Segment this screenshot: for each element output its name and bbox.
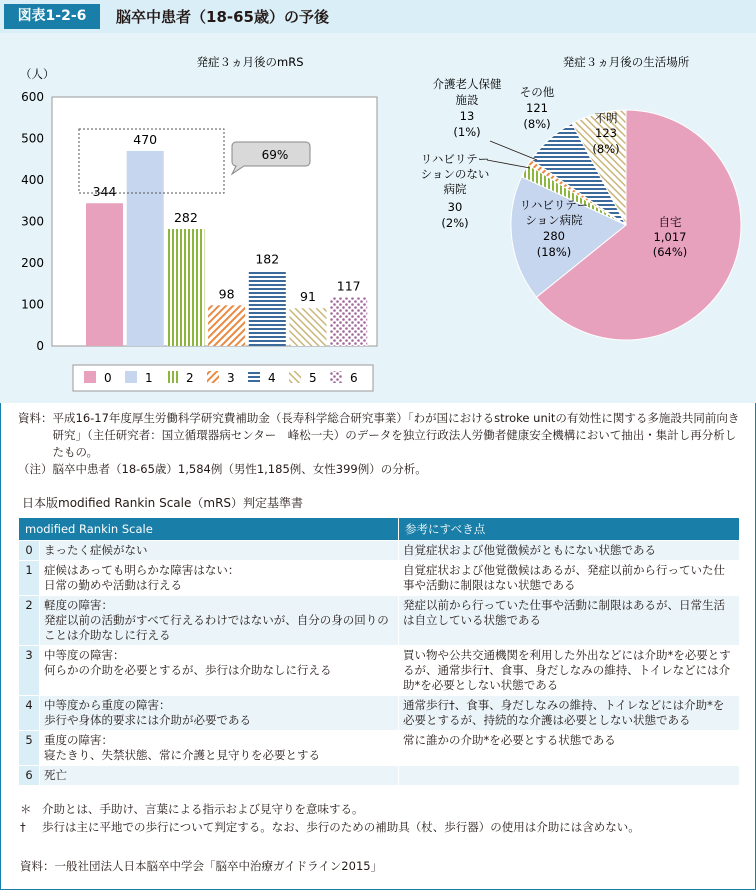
- legend-label: 2: [186, 371, 194, 385]
- pie-label-rehab: リハビリテー: [519, 198, 589, 212]
- y-tick-label: 200: [21, 256, 44, 270]
- mrs-grade: 6: [19, 766, 40, 786]
- legend-swatch-6: [330, 371, 342, 383]
- footnotes: [20, 800, 740, 836]
- figure-number: 図表1-2-6: [4, 4, 100, 29]
- footnote-walk: † 歩行は主に平地での歩行について判定する。なお、歩行のための補助具（杖、歩行器）の使用は介助には含めない。: [20, 820, 640, 834]
- legend-swatch-0: [84, 371, 96, 383]
- bar-mrs-1: [127, 151, 164, 346]
- note-remark: （注） 脳卒中患者（18-65歳）1,584例（男性1,185例、女性399例）の分析。: [18, 462, 427, 476]
- footnote-assist: ＊ 介助とは、手助け、言葉による指示および見守りを意味する。: [20, 802, 364, 816]
- mrs-scale-desc: 中等度の障害： 何らかの介助を必要とするが、歩行は介助なしに行える: [40, 646, 399, 696]
- mrs-reference: [399, 766, 740, 786]
- pie-value-norehab: 30: [447, 200, 463, 214]
- pie-label-unknown: 不明: [594, 111, 618, 125]
- pie-pct-norehab: (2%): [441, 216, 469, 230]
- legend-label: 0: [104, 371, 112, 385]
- mrs-reference: 発症以前から行っていた仕事や活動に制限はあるが、日常生活は自立している状態である: [399, 596, 740, 646]
- note-source: 資料： 平成16-17年度厚生労働科学研究費補助金（長寿科学総合研究事業）「わが国におけるstroke unitの有効性に関する多施設共同前向き研究」（主任研究者：国立循環器病センター 峰松一夫）のデータを独立行政法人労働者健康安全機構において抽出・集計し再分析したもの。: [18, 411, 740, 459]
- mrs-grade: 1: [19, 561, 40, 596]
- pie-value-rehab: 280: [543, 229, 565, 243]
- pie-pct-other: (8%): [523, 117, 551, 131]
- y-tick-label: 600: [21, 90, 44, 104]
- mrs-header-scale: modified Rankin Scale: [19, 518, 399, 541]
- y-tick-label: 300: [21, 214, 44, 229]
- bar-mrs-0: [86, 203, 123, 346]
- bar-mrs-5: [290, 308, 327, 346]
- leader-line-norehab: [487, 160, 530, 168]
- legend-swatch-1: [125, 371, 137, 383]
- pie-pct-home: (64%): [652, 245, 688, 259]
- bar-value-label: 91: [300, 289, 316, 305]
- mrs-reference: 買い物や公共交通機関を利用した外出などには介助*を必要とするが、通常歩行†、食事、身だしなみの維持、トイレなどには介助*を必要としない状態である: [399, 646, 740, 696]
- mrs-reference: 自覚症状および他覚徴候がともにない状態である: [399, 541, 740, 561]
- chart-notes: [18, 410, 740, 478]
- leader-line-rouken: [490, 141, 537, 160]
- bar-value-label: 470: [133, 131, 158, 147]
- mrs-grade: 4: [19, 696, 40, 731]
- mrs-scale-desc: 中等度から重度の障害： 歩行や身体的要求には介助が必要である: [40, 696, 399, 731]
- pie-label-norehab-2: ションのない: [420, 167, 490, 181]
- y-tick-label: 100: [21, 297, 44, 312]
- mrs-table-title: 日本版modified Rankin Scale（mRS）判定基準書: [22, 496, 304, 510]
- y-tick-label: 400: [21, 173, 44, 187]
- pie-pct-rehab: (18%): [536, 245, 572, 259]
- mrs-scale-desc: 症候はあっても明らかな障害はない： 日常の勤めや活動は行える: [40, 561, 399, 596]
- pie-value-other: 121: [526, 101, 548, 115]
- pie-label-norehab: リハビリテー: [420, 152, 490, 166]
- mrs-reference: 常に誰かの介助*を必要とする状態である: [399, 731, 740, 766]
- pie-label-rehab-2: ション病院: [525, 213, 583, 227]
- mrs-header-row: [19, 518, 740, 541]
- y-tick-label: 0: [36, 339, 44, 353]
- legend-label: 4: [268, 371, 276, 385]
- mrs-scale-desc: まったく症候がない: [40, 541, 399, 561]
- mrs-grade: 3: [19, 646, 40, 696]
- mrs-reference: 自覚症状および他覚徴候はあるが、発症以前から行っていた仕事や活動に制限はない状態である: [399, 561, 740, 596]
- legend-label: 5: [309, 371, 317, 385]
- charts-svg: [0, 0, 756, 403]
- pie-chart-title: 発症３ヵ月後の生活場所: [562, 55, 690, 69]
- bar-mrs-4: [249, 270, 286, 346]
- pie-label-rouken: 介護老人保健: [432, 77, 502, 91]
- pie-value-home: 1,017: [653, 230, 687, 244]
- bar-value-label: 182: [255, 251, 280, 267]
- mrs-grade: 5: [19, 731, 40, 766]
- mrs-row: [19, 766, 740, 786]
- figure-title: 脳卒中患者（18-65歳）の予後: [116, 8, 329, 26]
- source-guideline: 資料：一般社団法人日本脳卒中学会「脳卒中治療ガイドライン2015」: [20, 859, 383, 873]
- bar-value-label: 282: [173, 209, 198, 225]
- legend-label: 3: [227, 371, 235, 385]
- mrs-row: [19, 541, 740, 561]
- pie-pct-unknown: (8%): [592, 142, 620, 156]
- mrs-grade: 2: [19, 596, 40, 646]
- legend-label: 1: [145, 371, 153, 385]
- bar-value-label: 344: [92, 184, 117, 200]
- bar-value-label: 117: [336, 278, 361, 294]
- pie-value-unknown: 123: [595, 126, 617, 140]
- mrs-header-ref: 参考にすべき点: [399, 518, 740, 541]
- bar-mrs-3: [208, 305, 245, 346]
- bar-chart-title: 発症３ヵ月後のmRS: [196, 55, 304, 69]
- legend-box: [73, 365, 373, 391]
- callout-percentage: 69%: [261, 148, 289, 162]
- mrs-row: [19, 731, 740, 766]
- mrs-row: [19, 646, 740, 696]
- y-tick-label: 500: [21, 131, 44, 146]
- legend-swatch-3: [207, 371, 219, 383]
- legend-swatch-5: [289, 371, 301, 383]
- pie-label-other: その他: [519, 85, 555, 99]
- legend-swatch-2: [166, 371, 178, 383]
- pie-label-home: 自宅: [658, 215, 682, 229]
- legend-label: 6: [350, 371, 358, 385]
- bar-mrs-2: [167, 229, 204, 346]
- mrs-reference: 通常歩行†、食事、身だしなみの維持、トイレなどには介助*を必要とするが、持続的な介護は必要としない状態である: [399, 696, 740, 731]
- y-axis-unit: （人）: [20, 67, 55, 81]
- mrs-scale-desc: 軽度の障害： 発症以前の活動がすべて行えるわけではないが、自分の身の回りのことは介助なしに行える: [40, 596, 399, 646]
- pie-pct-rouken: (1%): [453, 125, 481, 139]
- legend-swatch-4: [248, 371, 260, 383]
- mrs-row: [19, 696, 740, 731]
- mrs-scale-desc: 死亡: [40, 766, 399, 786]
- bar-value-label: 98: [218, 286, 235, 302]
- pie-label-rouken-2: 施設: [455, 93, 479, 107]
- mrs-row: [19, 561, 740, 596]
- mrs-row: [19, 596, 740, 646]
- mrs-table: [18, 517, 740, 786]
- mrs-grade: 0: [19, 541, 40, 561]
- pie-label-norehab-3: 病院: [443, 182, 467, 196]
- pie-value-rouken: 13: [459, 109, 475, 123]
- mrs-scale-desc: 重度の障害： 寝たきり、失禁状態、常に介護と見守りを必要とする: [40, 731, 399, 766]
- bar-mrs-6: [330, 297, 367, 346]
